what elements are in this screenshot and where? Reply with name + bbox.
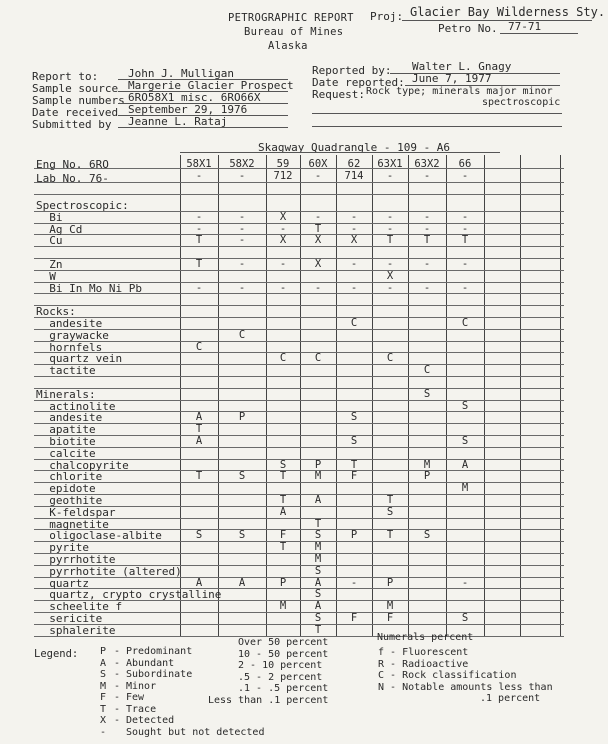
result-cell: S: [423, 387, 431, 400]
result-cell: -: [350, 576, 358, 589]
row-label: magnetite: [36, 517, 109, 531]
result-cell: F: [279, 529, 287, 542]
result-cell: C: [350, 317, 358, 329]
result-cell: T: [195, 258, 203, 270]
legend-flag: .1 percent: [480, 693, 541, 704]
result-cell: -: [423, 281, 431, 294]
result-cell: -: [350, 210, 358, 223]
lab-number-cell: -: [423, 170, 431, 182]
lab-number-cell: -: [386, 170, 394, 182]
result-cell: -: [279, 258, 287, 270]
row-label: pyrrhotite (altered): [36, 564, 182, 578]
legend-percent: Over 50 percent: [238, 637, 329, 648]
legend-code: F: [100, 692, 107, 703]
row-label: K-feldspar: [36, 505, 116, 519]
result-cell: X: [314, 234, 322, 247]
result-cell: -: [461, 210, 469, 223]
legend-meaning: Sought but not detected: [126, 726, 265, 738]
result-cell: P: [386, 576, 394, 589]
result-cell: T: [195, 470, 203, 483]
result-cell: T: [350, 458, 358, 471]
result-cell: A: [314, 576, 322, 589]
legend-dash: -: [114, 657, 121, 669]
result-cell: X: [350, 234, 358, 247]
row-label: Zn: [36, 258, 63, 271]
legend-flag: f - Fluorescent: [378, 647, 469, 658]
result-cell: -: [350, 222, 358, 235]
eng-number-cell: 60X: [308, 158, 328, 170]
result-cell: -: [195, 281, 203, 294]
result-cell: C: [461, 317, 469, 329]
result-cell: S: [461, 612, 469, 624]
row-label: oligoclase-albite: [36, 529, 162, 543]
request-value-2: spectroscopic: [482, 97, 561, 108]
row-label: pyrite: [36, 541, 89, 555]
result-cell: C: [279, 352, 287, 365]
result-cell: -: [423, 210, 431, 223]
info-value: John J. Mulligan: [128, 67, 234, 80]
lab-number-cell: -: [195, 170, 203, 182]
result-cell: -: [461, 576, 469, 589]
row-label: chalcopyrite: [36, 458, 129, 472]
eng-number-cell: 62: [347, 158, 361, 170]
info-label: Sample source: [32, 82, 119, 95]
result-cell: -: [314, 281, 322, 294]
request-value: Rock type; minerals major minor: [366, 86, 553, 97]
result-cell: -: [195, 222, 203, 235]
legend-dash: -: [114, 646, 121, 657]
row-label: hornfels: [36, 340, 103, 354]
row-label: calcite: [36, 446, 96, 460]
lab-no-label: Lab No. 76-: [36, 172, 109, 185]
result-cell: C: [386, 352, 394, 365]
legend-percent: Less than .1 percent: [208, 694, 329, 706]
info-value: 6RO58X1 misc. 6RO66X: [128, 91, 261, 104]
result-cell: T: [279, 541, 287, 554]
row-label: apatite: [36, 423, 96, 437]
legend-dash: -: [114, 680, 121, 692]
result-cell: P: [350, 529, 358, 542]
result-cell: -: [238, 222, 246, 235]
result-cell: A: [195, 411, 203, 424]
result-cell: -: [314, 210, 322, 223]
legend-flag: N - Notable amounts less than: [378, 681, 553, 693]
petro-label: Petro No.: [438, 22, 498, 35]
eng-number-cell: 66: [458, 158, 472, 170]
legend-code: A: [100, 657, 107, 669]
result-cell: M: [314, 470, 322, 483]
row-label: epidote: [36, 482, 96, 496]
result-cell: M: [314, 541, 322, 554]
result-cell: S: [195, 529, 203, 542]
result-cell: -: [238, 234, 246, 247]
result-cell: P: [423, 470, 431, 483]
result-cell: X: [279, 234, 287, 247]
row-label: quartz vein: [36, 352, 123, 366]
legend-meaning: Subordinate: [126, 669, 193, 680]
row-label: W: [36, 269, 56, 283]
result-cell: S: [350, 411, 358, 424]
result-cell: P: [314, 458, 322, 471]
legend-dash: -: [114, 669, 121, 680]
result-cell: T: [314, 517, 322, 530]
result-cell: -: [386, 210, 394, 223]
lab-number-cell: 714: [344, 170, 364, 182]
result-cell: A: [314, 494, 322, 506]
row-label: andesite: [36, 317, 103, 330]
result-cell: -: [350, 281, 358, 294]
row-label: Rocks:: [36, 305, 76, 319]
petro-value: 77-71: [508, 20, 542, 33]
result-cell: C: [423, 364, 431, 377]
info-value: Jeanne L. Rataj: [128, 115, 228, 128]
lab-number-cell: -: [461, 170, 469, 182]
result-cell: P: [238, 411, 246, 424]
result-cell: A: [461, 458, 469, 471]
result-cell: X: [279, 210, 287, 223]
legend-numerals: Numerals percent: [377, 632, 474, 643]
date-reported-label: Date reported:: [312, 76, 405, 89]
result-cell: X: [314, 258, 322, 270]
result-cell: T: [423, 234, 431, 247]
result-cell: -: [350, 258, 358, 270]
result-cell: C: [195, 340, 203, 353]
row-label: quartz, crypto crystalline: [36, 588, 222, 602]
legend-code: M: [100, 680, 107, 692]
proj-label: Proj:: [370, 10, 404, 23]
row-label: sphalerite: [36, 623, 116, 637]
info-value: September 29, 1976: [128, 103, 248, 116]
row-label: pyrrhotite: [36, 553, 116, 566]
request-label: Request:: [312, 88, 365, 101]
legend-code: -: [100, 726, 107, 738]
row-label: actinolite: [36, 399, 116, 413]
result-cell: T: [279, 470, 287, 483]
result-cell: S: [314, 588, 322, 601]
row-label: graywacke: [36, 328, 109, 342]
result-cell: S: [386, 505, 394, 518]
proj-value: Glacier Bay Wilderness Sty.: [410, 5, 606, 19]
result-cell: T: [314, 222, 322, 235]
result-cell: -: [423, 258, 431, 270]
reported-by-value: Walter L. Gnagy: [412, 60, 512, 73]
result-cell: F: [386, 612, 394, 624]
lab-number-cell: -: [314, 170, 322, 182]
result-cell: T: [314, 623, 322, 636]
result-cell: A: [195, 435, 203, 447]
reported-by-label: Reported by:: [312, 64, 392, 77]
row-label: quartz: [36, 576, 89, 590]
eng-no-label: Eng No. 6RO: [36, 158, 109, 171]
result-cell: -: [238, 258, 246, 270]
result-cell: S: [238, 529, 246, 542]
info-value: Margerie Glacier Prospect: [128, 79, 294, 92]
row-label: Spectroscopic:: [36, 199, 129, 212]
result-cell: S: [279, 458, 287, 471]
legend-dash: -: [114, 715, 121, 726]
result-cell: S: [461, 435, 469, 447]
result-cell: S: [314, 564, 322, 577]
result-cell: -: [386, 222, 394, 235]
row-label: chlorite: [36, 470, 103, 484]
result-cell: S: [350, 435, 358, 447]
eng-number-cell: 63X2: [414, 158, 440, 170]
result-cell: C: [314, 352, 322, 365]
result-cell: S: [238, 470, 246, 483]
result-cell: T: [386, 529, 394, 542]
result-cell: -: [461, 258, 469, 270]
state-name: Alaska: [268, 40, 308, 52]
eng-number-cell: 59: [276, 158, 290, 170]
result-cell: T: [195, 423, 203, 436]
row-label: Bi: [36, 210, 63, 224]
result-cell: T: [386, 234, 394, 247]
result-cell: M: [461, 482, 469, 495]
legend-code: P: [100, 646, 107, 657]
legend-dash: -: [114, 703, 121, 715]
result-cell: A: [195, 576, 203, 589]
info-label: Date received: [32, 106, 119, 119]
row-label: Bi In Mo Ni Pb: [36, 281, 142, 295]
result-cell: F: [350, 470, 358, 483]
result-cell: -: [238, 210, 246, 223]
result-cell: M: [423, 458, 431, 471]
result-cell: -: [279, 281, 287, 294]
result-cell: M: [314, 553, 322, 565]
result-cell: -: [195, 210, 203, 223]
row-label: Ag Cd: [36, 222, 83, 236]
result-cell: C: [238, 328, 246, 341]
lab-number-cell: -: [238, 170, 246, 182]
report-title: PETROGRAPHIC REPORT: [228, 12, 354, 24]
row-label: sericite: [36, 612, 103, 625]
result-cell: T: [195, 234, 203, 247]
eng-number-cell: 63X1: [377, 158, 403, 170]
result-cell: S: [314, 529, 322, 542]
legend-code: T: [100, 703, 107, 715]
result-cell: -: [386, 281, 394, 294]
row-label: Minerals:: [36, 387, 96, 401]
result-cell: T: [279, 494, 287, 506]
result-cell: -: [386, 258, 394, 270]
legend-code: S: [100, 669, 107, 680]
legend-percent: 10 - 50 percent: [238, 648, 329, 660]
eng-number-cell: 58X2: [229, 158, 255, 170]
row-label: geothite: [36, 494, 103, 507]
legend-dash: -: [114, 692, 121, 703]
result-cell: X: [386, 269, 394, 282]
result-cell: S: [461, 399, 469, 412]
result-cell: -: [279, 222, 287, 235]
result-cell: -: [238, 281, 246, 294]
legend-meaning: Trace: [126, 703, 157, 715]
result-cell: F: [350, 612, 358, 624]
lab-number-cell: 712: [273, 170, 293, 182]
date-reported-value: June 7, 1977: [412, 72, 492, 85]
row-label: tactite: [36, 364, 96, 378]
result-cell: A: [238, 576, 246, 589]
row-label: andesite: [36, 411, 103, 425]
result-cell: P: [279, 576, 287, 589]
info-label: Submitted by: [32, 118, 112, 131]
row-label: Cu: [36, 234, 63, 248]
legend-title: Legend:: [34, 648, 79, 660]
legend-code: X: [100, 715, 107, 726]
legend-meaning: Minor: [126, 680, 157, 692]
legend-meaning: Detected: [126, 715, 175, 726]
legend-meaning: Predominant: [126, 646, 193, 657]
row-label: biotite: [36, 435, 96, 448]
row-label: scheelite f: [36, 600, 123, 614]
result-cell: S: [423, 529, 431, 542]
info-label: Sample numbers: [32, 94, 125, 107]
agency-name: Bureau of Mines: [244, 26, 344, 38]
legend-flag: R - Radioactive: [378, 658, 469, 670]
result-cell: -: [461, 222, 469, 235]
result-cell: S: [314, 612, 322, 624]
quadrangle-title: Skagway Quadrangle - 109 - A6: [258, 141, 451, 154]
legend-meaning: Abundant: [126, 657, 175, 669]
result-cell: T: [386, 494, 394, 506]
result-cell: -: [423, 222, 431, 235]
result-cell: T: [461, 234, 469, 247]
result-cell: M: [279, 600, 287, 613]
eng-number-cell: 58X1: [186, 158, 212, 170]
legend-flag: C - Rock classification: [378, 670, 517, 681]
legend-meaning: Few: [126, 692, 145, 703]
result-cell: M: [386, 600, 394, 613]
legend-percent: 2 - 10 percent: [238, 660, 323, 671]
result-cell: A: [314, 600, 322, 613]
legend-percent: .5 - 2 percent: [238, 671, 323, 683]
legend-percent: .1 - .5 percent: [238, 683, 329, 694]
info-label: Report to:: [32, 70, 99, 83]
result-cell: A: [279, 505, 287, 518]
result-cell: -: [461, 281, 469, 294]
